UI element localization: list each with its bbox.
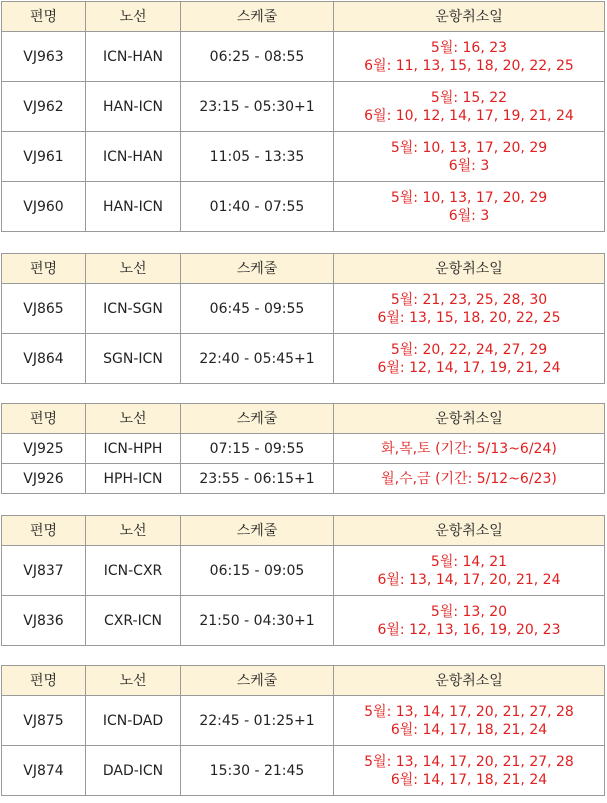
cancel-date-line: 화,목,토 (기간: 5/13~6/24) bbox=[381, 440, 557, 457]
header-row bbox=[2, 516, 605, 546]
route: SGN-ICN bbox=[86, 334, 181, 384]
schedule-time: 23:15 - 05:30+1 bbox=[181, 82, 334, 132]
route: HAN-ICN bbox=[86, 182, 181, 232]
route-header: 노선 bbox=[86, 404, 181, 434]
flight-number: VJ864 bbox=[2, 334, 86, 384]
schedule-time: 06:15 - 09:05 bbox=[181, 546, 334, 596]
cancel-date-line: 6월: 12, 13, 16, 19, 20, 23 bbox=[377, 621, 561, 638]
table-row bbox=[2, 434, 605, 464]
cancel-date-line: 월,수,금 (기간: 5/12~6/23) bbox=[381, 470, 557, 487]
cancel-header: 운항취소일 bbox=[334, 666, 605, 696]
cancel-date-line: 6월: 3 bbox=[448, 157, 490, 174]
cancel-header: 운항취소일 bbox=[334, 254, 605, 284]
cancel-date-line: 5월: 10, 13, 17, 20, 29 bbox=[390, 139, 548, 156]
schedule-table bbox=[1, 253, 605, 384]
cancel-date-line: 6월: 13, 15, 18, 20, 22, 25 bbox=[377, 309, 561, 326]
header-row bbox=[2, 254, 605, 284]
cancel-date-line: 6월: 14, 17, 18, 21, 24 bbox=[390, 771, 548, 788]
cancel-dates bbox=[334, 434, 605, 464]
cancel-dates bbox=[334, 182, 605, 232]
schedule-time: 21:50 - 04:30+1 bbox=[181, 596, 334, 646]
header-row bbox=[2, 666, 605, 696]
cancel-date-line: 6월: 12, 14, 17, 19, 21, 24 bbox=[377, 359, 561, 376]
schedule-table bbox=[1, 1, 605, 232]
cancel-date-line: 5월: 10, 13, 17, 20, 29 bbox=[390, 189, 548, 206]
route: HAN-ICN bbox=[86, 82, 181, 132]
cancel-date-line: 6월: 3 bbox=[448, 207, 490, 224]
flight-header: 편명 bbox=[2, 666, 86, 696]
route: ICN-HAN bbox=[86, 32, 181, 82]
flight-number: VJ961 bbox=[2, 132, 86, 182]
table-row bbox=[2, 596, 605, 646]
schedule-header: 스케줄 bbox=[181, 666, 334, 696]
schedule-header: 스케줄 bbox=[181, 404, 334, 434]
cancel-dates bbox=[334, 32, 605, 82]
cancel-dates bbox=[334, 284, 605, 334]
table-row bbox=[2, 132, 605, 182]
route-header: 노선 bbox=[86, 2, 181, 32]
schedule-time: 22:40 - 05:45+1 bbox=[181, 334, 334, 384]
header-row bbox=[2, 404, 605, 434]
route-header: 노선 bbox=[86, 516, 181, 546]
cancel-dates bbox=[334, 696, 605, 746]
schedule-table bbox=[1, 515, 605, 646]
cancel-date-line: 6월: 14, 17, 18, 21, 24 bbox=[390, 721, 548, 738]
flight-header: 편명 bbox=[2, 404, 86, 434]
flight-header: 편명 bbox=[2, 2, 86, 32]
schedule-table bbox=[1, 665, 605, 796]
flight-number: VJ874 bbox=[2, 746, 86, 796]
cancel-dates bbox=[334, 132, 605, 182]
cancel-dates bbox=[334, 746, 605, 796]
flight-number: VJ963 bbox=[2, 32, 86, 82]
cancel-date-line: 5월: 13, 20 bbox=[430, 603, 508, 620]
route: ICN-HAN bbox=[86, 132, 181, 182]
flight-header: 편명 bbox=[2, 516, 86, 546]
route: HPH-ICN bbox=[86, 464, 181, 494]
schedule-time: 06:25 - 08:55 bbox=[181, 32, 334, 82]
table-row bbox=[2, 32, 605, 82]
cancel-date-line: 5월: 21, 23, 25, 28, 30 bbox=[390, 291, 548, 308]
cancel-dates bbox=[334, 82, 605, 132]
flight-number: VJ865 bbox=[2, 284, 86, 334]
cancel-header: 운항취소일 bbox=[334, 2, 605, 32]
cancel-dates bbox=[334, 464, 605, 494]
schedule-time: 06:45 - 09:55 bbox=[181, 284, 334, 334]
flight-number: VJ925 bbox=[2, 434, 86, 464]
flight-number: VJ836 bbox=[2, 596, 86, 646]
cancel-header: 운항취소일 bbox=[334, 404, 605, 434]
schedule-time: 01:40 - 07:55 bbox=[181, 182, 334, 232]
flight-number: VJ875 bbox=[2, 696, 86, 746]
cancel-date-line: 5월: 13, 14, 17, 20, 21, 27, 28 bbox=[364, 703, 574, 720]
table-row bbox=[2, 546, 605, 596]
schedule-time: 23:55 - 06:15+1 bbox=[181, 464, 334, 494]
cancel-dates bbox=[334, 596, 605, 646]
schedule-time: 15:30 - 21:45 bbox=[181, 746, 334, 796]
flight-number: VJ960 bbox=[2, 182, 86, 232]
route: ICN-SGN bbox=[86, 284, 181, 334]
route: DAD-ICN bbox=[86, 746, 181, 796]
cancel-date-line: 5월: 13, 14, 17, 20, 21, 27, 28 bbox=[364, 753, 574, 770]
schedule-header: 스케줄 bbox=[181, 2, 334, 32]
route: CXR-ICN bbox=[86, 596, 181, 646]
flight-header: 편명 bbox=[2, 254, 86, 284]
table-row bbox=[2, 746, 605, 796]
cancel-date-line: 5월: 15, 22 bbox=[430, 89, 508, 106]
table-row bbox=[2, 182, 605, 232]
cancel-date-line: 5월: 16, 23 bbox=[430, 39, 508, 56]
route: ICN-CXR bbox=[86, 546, 181, 596]
schedule-table bbox=[1, 403, 605, 494]
cancel-header: 운항취소일 bbox=[334, 516, 605, 546]
cancel-date-line: 6월: 10, 12, 14, 17, 19, 21, 24 bbox=[364, 107, 574, 124]
route: ICN-DAD bbox=[86, 696, 181, 746]
cancel-date-line: 5월: 14, 21 bbox=[430, 553, 508, 570]
table-row bbox=[2, 284, 605, 334]
route: ICN-HPH bbox=[86, 434, 181, 464]
schedule-time: 11:05 - 13:35 bbox=[181, 132, 334, 182]
schedule-time: 22:45 - 01:25+1 bbox=[181, 696, 334, 746]
schedule-header: 스케줄 bbox=[181, 516, 334, 546]
cancel-date-line: 6월: 11, 13, 15, 18, 20, 22, 25 bbox=[364, 57, 574, 74]
flight-number: VJ837 bbox=[2, 546, 86, 596]
flight-number: VJ962 bbox=[2, 82, 86, 132]
cancel-date-line: 6월: 13, 14, 17, 20, 21, 24 bbox=[377, 571, 561, 588]
schedule-header: 스케줄 bbox=[181, 254, 334, 284]
cancel-date-line: 5월: 20, 22, 24, 27, 29 bbox=[390, 341, 548, 358]
cancel-dates bbox=[334, 334, 605, 384]
table-row bbox=[2, 334, 605, 384]
route-header: 노선 bbox=[86, 666, 181, 696]
route-header: 노선 bbox=[86, 254, 181, 284]
cancel-dates bbox=[334, 546, 605, 596]
table-row bbox=[2, 82, 605, 132]
schedule-time: 07:15 - 09:55 bbox=[181, 434, 334, 464]
header-row bbox=[2, 2, 605, 32]
table-row bbox=[2, 464, 605, 494]
flight-number: VJ926 bbox=[2, 464, 86, 494]
table-row bbox=[2, 696, 605, 746]
